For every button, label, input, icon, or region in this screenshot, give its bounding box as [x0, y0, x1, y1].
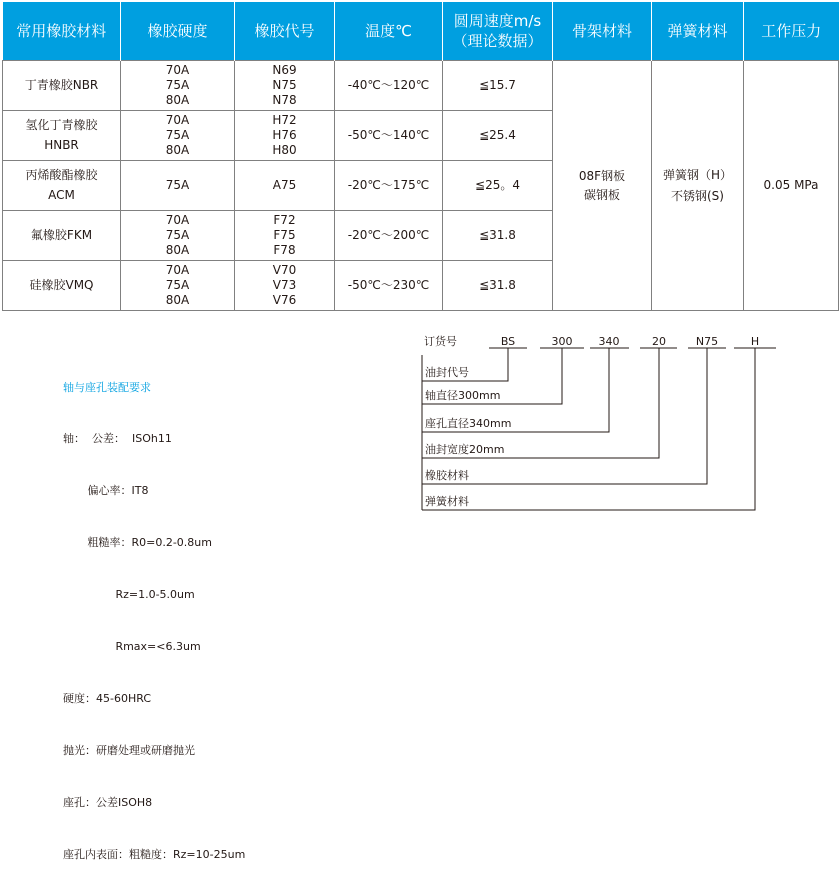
code-cell: A75 [235, 161, 335, 211]
code-cell: N69 N75 N78 [235, 61, 335, 111]
speed-cell: ≦25。4 [443, 161, 553, 211]
pressure-cell: 0.05 MPa [744, 61, 839, 311]
leader-line [422, 348, 659, 458]
requirement-line: 偏心率：IT8 [63, 484, 149, 498]
spring-material-cell: 弹簧钢（H） 不锈钢(S) [652, 61, 744, 311]
header-code: 橡胶代号 [235, 2, 335, 61]
hardness-cell: 70A 75A 80A [121, 211, 235, 261]
requirements-title: 轴与座孔装配要求 [63, 380, 151, 394]
order-segment-bs: BS [500, 335, 516, 348]
speed-cell: ≦31.8 [443, 261, 553, 311]
temperature-cell: -50℃～230℃ [335, 261, 443, 311]
header-pressure: 工作压力 [744, 2, 839, 61]
order-number-label: 订货号 [424, 335, 457, 348]
hardness-cell: 70A 75A 80A [121, 261, 235, 311]
explanation-shaft-diameter: 轴直径300mm [425, 389, 501, 402]
explanation-spring-material: 弹簧材料 [425, 495, 469, 508]
hardness-cell: 75A [121, 161, 235, 211]
temperature-cell: -20℃～200℃ [335, 211, 443, 261]
header-hardness: 橡胶硬度 [121, 2, 235, 61]
explanation-rubber-material: 橡胶材料 [425, 469, 469, 482]
requirement-line: 硬度：45-60HRC [63, 691, 152, 705]
header-temperature: 温度℃ [335, 2, 443, 61]
explanation-seal-code: 油封代号 [425, 366, 469, 379]
requirement-line: 抛光：研磨处理或研磨抛光 [63, 743, 195, 757]
frame-material-cell: 08F钢板 碳钢板 [553, 61, 652, 311]
requirement-line: 座孔：公差ISOH8 [63, 795, 153, 809]
code-cell: V70 V73 V76 [235, 261, 335, 311]
explanation-seal-width: 油封宽度20mm [425, 443, 505, 456]
header-frame: 骨架材料 [553, 2, 652, 61]
temperature-cell: -20℃～175℃ [335, 161, 443, 211]
order-segment-spring: H [750, 335, 760, 348]
temperature-cell: -50℃～140℃ [335, 111, 443, 161]
material-cell: 丙烯酸酯橡胶 ACM [3, 161, 121, 211]
header-speed-line2: （理论数据） [452, 32, 543, 50]
material-cell: 硅橡胶VMQ [3, 261, 121, 311]
header-material: 常用橡胶材料 [3, 2, 121, 61]
hardness-cell: 70A 75A 80A [121, 111, 235, 161]
header-spring: 弹簧材料 [652, 2, 744, 61]
speed-cell: ≦25.4 [443, 111, 553, 161]
temperature-cell: -40℃～120℃ [335, 61, 443, 111]
explanation-bore-diameter: 座孔直径340mm [425, 417, 512, 430]
code-cell: H72 H76 H80 [235, 111, 335, 161]
material-cell: 氟橡胶FKM [3, 211, 121, 261]
requirement-line: 轴： 公差： ISOh11 [63, 432, 172, 446]
order-segment-bore: 340 [598, 335, 620, 348]
hardness-cell: 70A 75A 80A [121, 61, 235, 111]
speed-cell: ≦31.8 [443, 211, 553, 261]
order-segment-shaft: 300 [551, 335, 573, 348]
requirement-line: Rz=1.0-5.0um [63, 588, 195, 602]
requirement-line: Rmax=<6.3um [63, 640, 201, 654]
requirement-line: 座孔内表面：粗糙度：Rz=10-25um [63, 847, 246, 861]
order-segment-width: 20 [652, 335, 666, 348]
material-cell: 丁青橡胶NBR [3, 61, 121, 111]
code-cell: F72 F75 F78 [235, 211, 335, 261]
header-speed-line1: 圆周速度m/s [453, 12, 542, 30]
order-segment-rubber: N75 [695, 335, 719, 348]
material-cell: 氢化丁青橡胶 HNBR [3, 111, 121, 161]
speed-cell: ≦15.7 [443, 61, 553, 111]
requirement-line: 粗糙率：R0=0.2-0.8um [63, 536, 212, 550]
